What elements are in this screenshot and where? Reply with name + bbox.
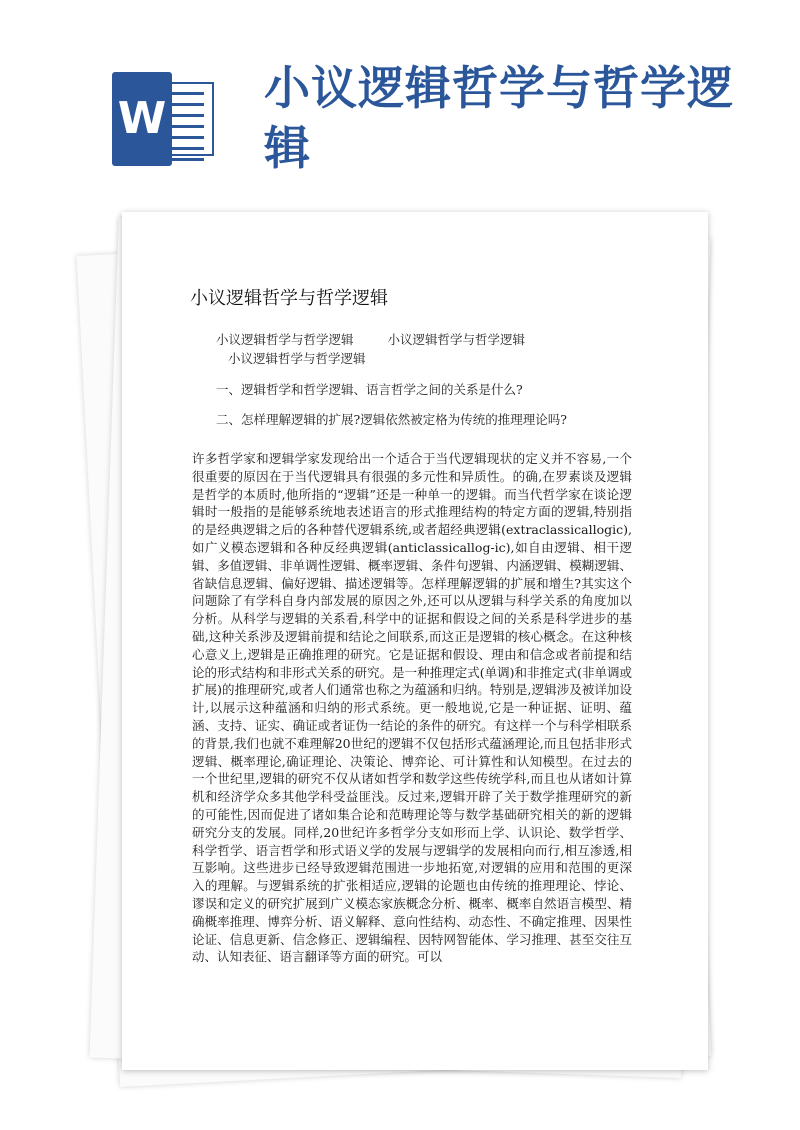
word-document-icon [112,72,216,166]
body-paragraph [192,450,632,966]
body-text: 许多哲学家和逻辑学家发现给出一个适合于当代逻辑现状的定义并不容易,一个很重要的原因在于当代逻辑具有很强的多元性和异质性。的确,在罗素谈及逻辑是哲学的本质时,他所指的“逻辑”还是一种单一的逻辑。而当代哲学家在谈论逻辑时一般指的是能够系统地表述语言的形式推理结构的特定方面的逻辑,特别指的是经典逻辑之后的各种替代逻辑系统,或者超经典逻辑(extraclassicallogic),如广义模态逻辑和各种反经典逻辑(anticlassicallog-ic),如自由逻辑、相干逻辑、多值逻辑、非单调性逻辑、概率逻辑、条件句逻辑、内涵逻辑、模糊逻辑、省缺信息逻辑、偏好逻辑、描述逻辑等。怎样理解逻辑的扩展和增生?其实这个问题除了有学科自身内部发展的原因之外,还可以从逻辑与科学关系的角度加以分析。从科学与逻辑的关系看,科学中的证据和假设之间的关系是科学进步的基础,这种关系涉及逻辑前提和结论之间联系,而这正是逻辑的核心概念。在这种核心意义上,逻辑是正确推理的研究。它是证据和假设、理由和信念或者前提和结论的形式结构和非形式关系的研究。是一种推理定式(单调)和非推定式(非单调或扩展)的推理研究,或者人们通常也称之为蕴涵和归纳。特别是,逻辑涉及被详加设计,以展示这种蕴涵和归纳的形式系统。更一般地说,它是一种证据、证明、蕴涵、支持、证实、确证或者证伪一结论的条件的研究。有这样一个与科学相联系的背景,我们也就不难理解20世纪的逻辑不仅包括形式蕴涵理论,而且包括非形式逻辑、概率理论,确证理论、决策论、博弈论、可计算性和认知模型。在过去的一个世纪里,逻辑的研究不仅从诸如哲学和数学这些传统学科,而且也从诸如计算机和经济学众多其他学科受益匪浅。反过来,逻辑开辟了关于数学推理研究的新的可能性,因而促进了诸如集合论和范畴理论等与数学基础研究相关的新的逻辑研究分支的发展。同样,20世纪许多哲学分支如形而上学、认识论、数学哲学、科学哲学、语言哲学和形式语义学的发展与逻辑学的发展相向而行,相互渗透,相互影响。这些进步已经导致逻辑范围进一步地拓宽,对逻辑的应用和范围的更深入的理解。与逻辑系统的扩张相适应,逻辑的论题也由传统的推理理论、悖论、谬误和定义的研究扩展到广义模态家族概念分析、概率、概率自然语言模型、精确概率推理、博弈分析、语义解释、意向性结构、动态性、不确定推理、因果性论证、信息更新、信念修正、逻辑编程、因特网智能体、学习推理、甚至交往互动、认知表征、语言翻译等方面的研究。可以 [192,451,632,965]
document-title: 小议逻辑哲学与哲学逻辑 [190,288,388,309]
toc-item: 小议逻辑哲学与哲学逻辑 [228,351,366,366]
toc-item: 小议逻辑哲学与哲学逻辑 [216,332,354,347]
toc [216,330,636,368]
question-1: 一、逻辑哲学和哲学逻辑、语言哲学之间的关系是什么? [216,382,523,397]
question-2: 二、怎样理解逻辑的扩展?逻辑依然被定格为传统的推理理论吗? [216,412,567,427]
document-page [122,212,708,1070]
word-letter-badge: W [112,72,172,166]
header [0,0,800,200]
page-title: 小议逻辑哲学与哲学逻辑 [264,61,734,175]
toc-item: 小议逻辑哲学与哲学逻辑 [387,332,526,347]
